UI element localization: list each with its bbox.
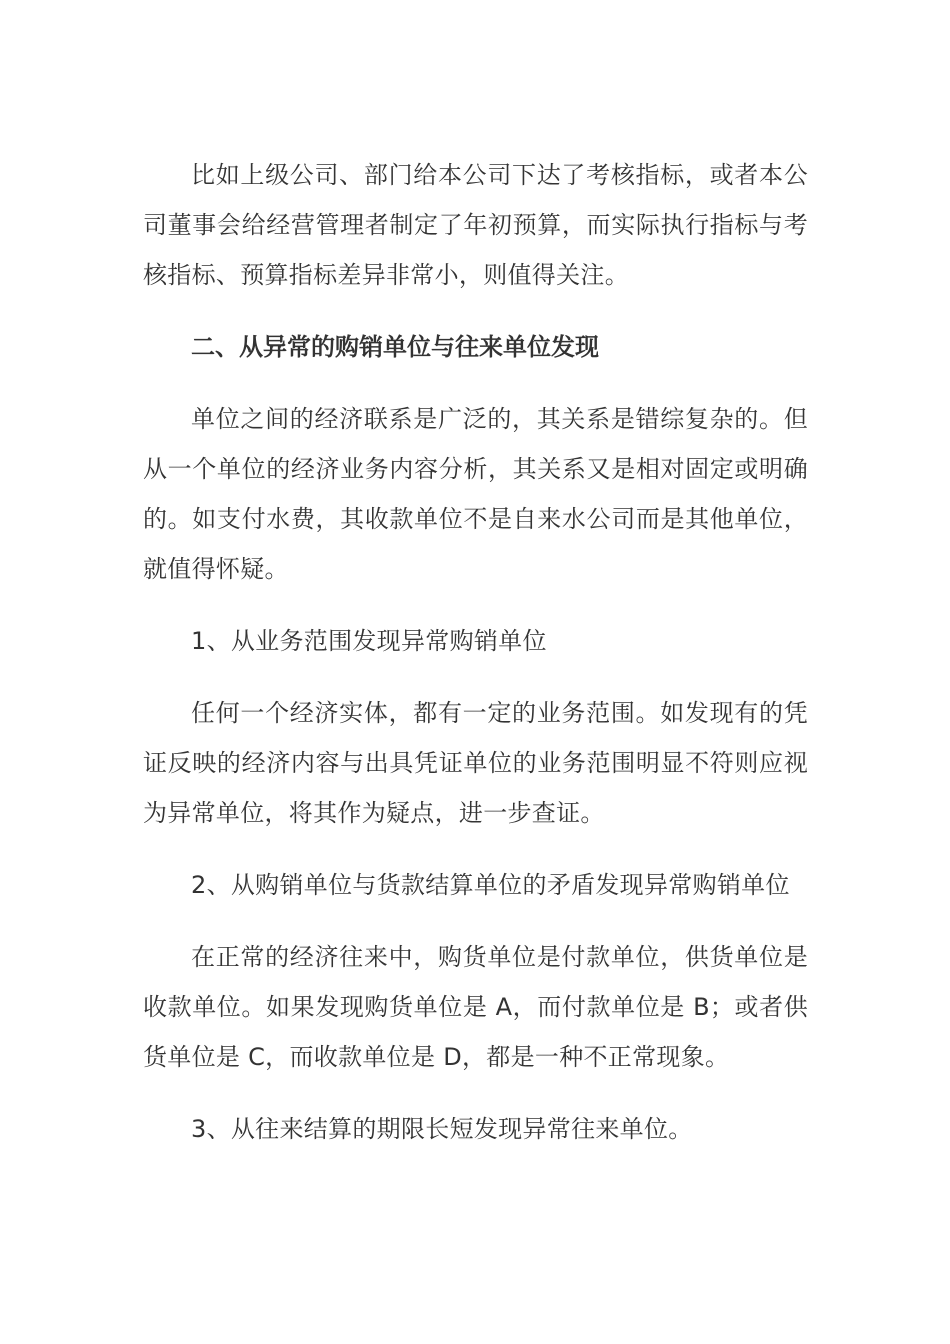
subheading-business-scope: 1、从业务范围发现异常购销单位 <box>191 627 547 655</box>
subheading-settlement-period: 3、从往来结算的期限长短发现异常往来单位。 <box>191 1115 693 1143</box>
section-heading-abnormal-units: 二、从异常的购销单位与往来单位发现 <box>191 333 599 361</box>
subheading-settlement-contradiction: 2、从购销单位与货款结算单位的矛盾发现异常购销单位 <box>191 871 790 899</box>
paragraph-assessment-indicators: 比如上级公司、部门给本公司下达了考核指标，或者本公司董事会给经营管理者制定了年初预算，而实际执行指标与考核指标、预算指标差异非常小，则值得关注。 <box>143 161 808 289</box>
document-page <box>143 150 808 1154</box>
paragraph-payment-mismatch: 在正常的经济往来中，购货单位是付款单位，供货单位是收款单位。如果发现购货单位是 A，而付款单位是 B；或者供货单位是 C，而收款单位是 D，都是一种不正常现象。 <box>143 943 808 1071</box>
paragraph-business-scope: 任何一个经济实体，都有一定的业务范围。如发现有的凭证反映的经济内容与出具凭证单位的业务范围明显不符则应视为异常单位，将其作为疑点，进一步查证。 <box>143 699 808 827</box>
paragraph-economic-relations: 单位之间的经济联系是广泛的，其关系是错综复杂的。但从一个单位的经济业务内容分析，其关系又是相对固定或明确的。如支付水费，其收款单位不是自来水公司而是其他单位，就值得怀疑。 <box>143 405 808 583</box>
